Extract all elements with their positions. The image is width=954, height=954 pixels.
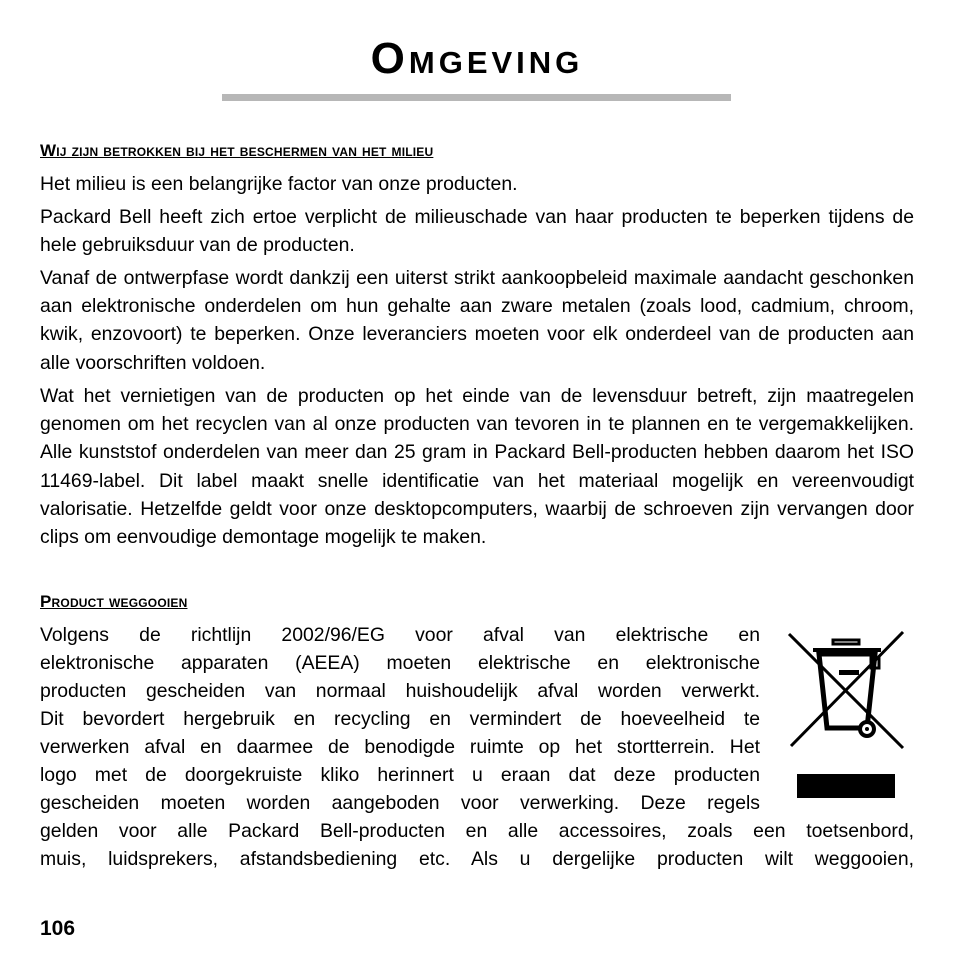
paragraph-2: Packard Bell heeft zich ertoe verplicht de milieuschade van haar producten te beperken tijdens de hele gebruiksduur van de producten. bbox=[40, 206, 914, 257]
disposal-line-4: Dit bevordert hergebruik en recycling en vermindert de hoeveelheid te bbox=[40, 708, 760, 730]
page-number: 106 bbox=[40, 917, 76, 940]
section-heading-disposal: Product weggooien bbox=[40, 592, 188, 611]
crossed-out-wheelie-bin-icon bbox=[783, 628, 909, 752]
disposal-line-8: gelden voor alle Packard Bell-producten en alle accessoires, zoals een toetsenbord, bbox=[40, 820, 914, 842]
page-title: Omgeving bbox=[370, 34, 584, 83]
bin-underline-bar bbox=[797, 774, 895, 798]
paragraph-3: Vanaf de ontwerpfase wordt dankzij een uiterst strikt aankoopbeleid maximale aandacht geschonken aan elektronische onderdelen om hun gehalte aan zware metalen (zoals lood, cadmium, chroom, kwik, enzovoort) te beperken. Onze leveranciers moeten voor elk onderdeel van de producten aan alle voorschriften voldoen. bbox=[40, 267, 914, 374]
disposal-line-6: logo met de doorgekruiste kliko herinnert u eraan dat deze producten bbox=[40, 764, 760, 786]
title-underline-bar bbox=[222, 94, 731, 101]
disposal-line-2: elektronische apparaten (AEEA) moeten elektrische en elektronische bbox=[40, 652, 760, 674]
disposal-line-9: muis, luidsprekers, afstandsbediening etc. Als u dergelijke producten wilt weggooien, bbox=[40, 848, 914, 870]
section-heading-environment: Wij zijn betrokken bij het beschermen van het milieu bbox=[40, 141, 434, 160]
disposal-line-5: verwerken afval en daarmee de benodigde ruimte op het stortterrein. Het bbox=[40, 736, 760, 758]
paragraph-4: Wat het vernietigen van de producten op het einde van de levensduur betreft, zijn maatregelen genomen om het recyclen van al onze producten van tevoren in te plannen en te vergemakkelijken. Alle kunststof onderdelen van meer dan 25 gram in Packard Bell-producten hebben daarom het ISO 11469-label. Dit label maakt snelle identificatie van het materiaal mogelijk en vereenvoudigt valorisatie. Hetzelfde geldt voor onze desktopcomputers, waarbij de schroeven zijn vervangen door clips om eenvoudige demontage mogelijk te maken. bbox=[40, 385, 914, 549]
disposal-line-1: Volgens de richtlijn 2002/96/EG voor afval van elektrische en bbox=[40, 624, 760, 646]
disposal-line-7: gescheiden moeten worden aangeboden voor verwerking. Deze regels bbox=[40, 792, 760, 814]
paragraph-1: Het milieu is een belangrijke factor van onze producten. bbox=[40, 173, 518, 195]
disposal-line-3: producten gescheiden van normaal huishoudelijk afval worden verwerkt. bbox=[40, 680, 760, 702]
